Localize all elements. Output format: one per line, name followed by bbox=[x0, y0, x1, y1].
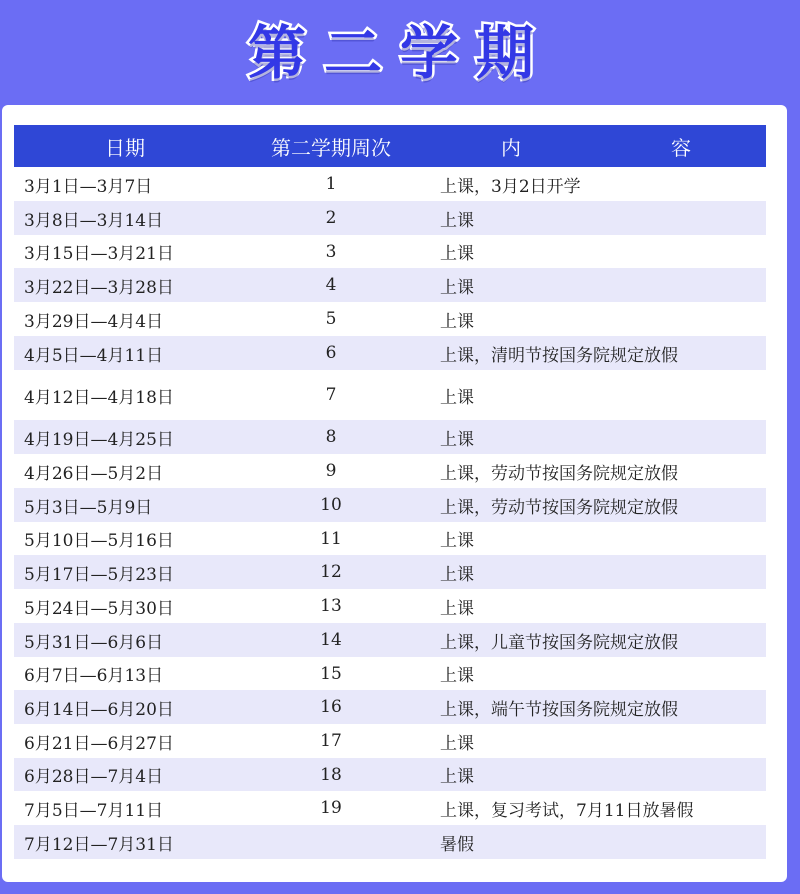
cell-date: 5月17日—5月23日 bbox=[24, 564, 174, 585]
cell-date: 6月7日—6月13日 bbox=[24, 666, 164, 686]
cell-content: 上课 bbox=[440, 429, 474, 450]
header-content-part2: 容 bbox=[671, 135, 691, 160]
page-title: 第二学期 bbox=[247, 19, 552, 87]
cell-week: 16 bbox=[320, 697, 342, 717]
cell-week: 18 bbox=[320, 764, 342, 785]
cell-content: 上课 bbox=[440, 531, 474, 551]
cell-content: 上课 bbox=[440, 767, 474, 787]
cell-content: 上课 bbox=[440, 666, 474, 686]
cell-date: 7月12日—7月31日 bbox=[24, 834, 174, 855]
table-row bbox=[14, 302, 766, 336]
cell-date: 3月8日—3月14日 bbox=[24, 210, 164, 231]
cell-date: 5月10日—5月16日 bbox=[24, 531, 174, 551]
cell-content: 上课 bbox=[440, 210, 474, 231]
cell-date: 3月22日—3月28日 bbox=[24, 277, 174, 298]
cell-week: 10 bbox=[320, 495, 342, 515]
table-row bbox=[14, 268, 766, 302]
table-row bbox=[14, 201, 766, 235]
cell-week: 13 bbox=[320, 596, 342, 616]
cell-content: 上课，儿童节按国务院规定放假 bbox=[440, 632, 678, 653]
table-row bbox=[14, 235, 766, 268]
table-row bbox=[14, 454, 766, 488]
cell-date: 6月14日—6月20日 bbox=[24, 699, 174, 720]
cell-date: 5月3日—5月9日 bbox=[24, 497, 153, 518]
cell-week: 15 bbox=[320, 663, 342, 684]
cell-content: 上课，清明节按国务院规定放假 bbox=[440, 345, 678, 366]
cell-week: 5 bbox=[325, 309, 337, 329]
cell-week: 7 bbox=[325, 385, 337, 405]
cell-week: 3 bbox=[325, 241, 337, 262]
table-row bbox=[14, 791, 766, 825]
cell-date: 7月5日—7月11日 bbox=[24, 800, 164, 821]
cell-date: 4月19日—4月25日 bbox=[24, 429, 174, 450]
cell-date: 5月24日—5月30日 bbox=[24, 598, 174, 619]
table-row bbox=[14, 522, 766, 555]
cell-date: 3月15日—3月21日 bbox=[24, 244, 174, 264]
schedule-table bbox=[14, 125, 766, 859]
table-header bbox=[14, 125, 766, 167]
table-row bbox=[14, 657, 766, 690]
cell-week: 4 bbox=[325, 275, 337, 295]
cell-date: 4月12日—4月18日 bbox=[24, 387, 174, 408]
cell-week: 1 bbox=[325, 174, 337, 194]
cell-week: 2 bbox=[325, 208, 337, 228]
cell-week: 11 bbox=[320, 528, 342, 549]
cell-date: 4月26日—5月2日 bbox=[24, 463, 164, 484]
cell-date: 4月5日—4月11日 bbox=[24, 345, 164, 366]
cell-content: 上课，3月2日开学 bbox=[440, 176, 581, 197]
cell-content: 上课，劳动节按国务院规定放假 bbox=[440, 497, 678, 518]
table-row bbox=[14, 420, 766, 454]
cell-date: 3月29日—4月4日 bbox=[24, 311, 164, 332]
cell-content: 上课 bbox=[440, 311, 474, 332]
cell-date: 6月21日—6月27日 bbox=[24, 733, 174, 754]
cell-content: 上课 bbox=[440, 598, 474, 619]
cell-content: 上课，端午节按国务院规定放假 bbox=[440, 699, 678, 720]
table-row bbox=[14, 825, 766, 859]
table-row bbox=[14, 555, 766, 589]
table-row bbox=[14, 167, 766, 201]
table-row bbox=[14, 336, 766, 370]
cell-week: 12 bbox=[320, 562, 342, 582]
table-row bbox=[14, 724, 766, 758]
cell-content: 上课 bbox=[440, 733, 474, 754]
cell-content: 上课，复习考试，7月11日放暑假 bbox=[440, 800, 694, 821]
header-week: 第二学期周次 bbox=[271, 135, 391, 160]
cell-content: 上课，劳动节按国务院规定放假 bbox=[440, 463, 678, 484]
cell-content: 上课 bbox=[440, 277, 474, 298]
cell-week: 6 bbox=[325, 343, 337, 363]
cell-week: 19 bbox=[320, 798, 342, 818]
cell-week: 17 bbox=[320, 731, 342, 751]
table-row bbox=[14, 623, 766, 657]
table-row bbox=[14, 589, 766, 623]
cell-content: 上课 bbox=[440, 564, 474, 585]
table-row bbox=[14, 758, 766, 791]
header-content-part1: 内 bbox=[501, 135, 521, 160]
cell-content: 上课 bbox=[440, 387, 474, 408]
cell-week: 9 bbox=[325, 461, 337, 481]
table-row bbox=[14, 370, 766, 420]
cell-content: 暑假 bbox=[440, 834, 474, 855]
cell-week: 14 bbox=[320, 630, 342, 650]
cell-week: 8 bbox=[325, 427, 337, 447]
header-content bbox=[426, 132, 766, 161]
table-row bbox=[14, 488, 766, 522]
table-body bbox=[14, 167, 766, 859]
cell-date: 6月28日—7月4日 bbox=[24, 767, 164, 787]
cell-date: 3月1日—3月7日 bbox=[24, 176, 153, 197]
cell-date: 5月31日—6月6日 bbox=[24, 632, 164, 653]
table-row bbox=[14, 690, 766, 724]
header-date: 日期 bbox=[105, 135, 145, 160]
cell-content: 上课 bbox=[440, 244, 474, 264]
